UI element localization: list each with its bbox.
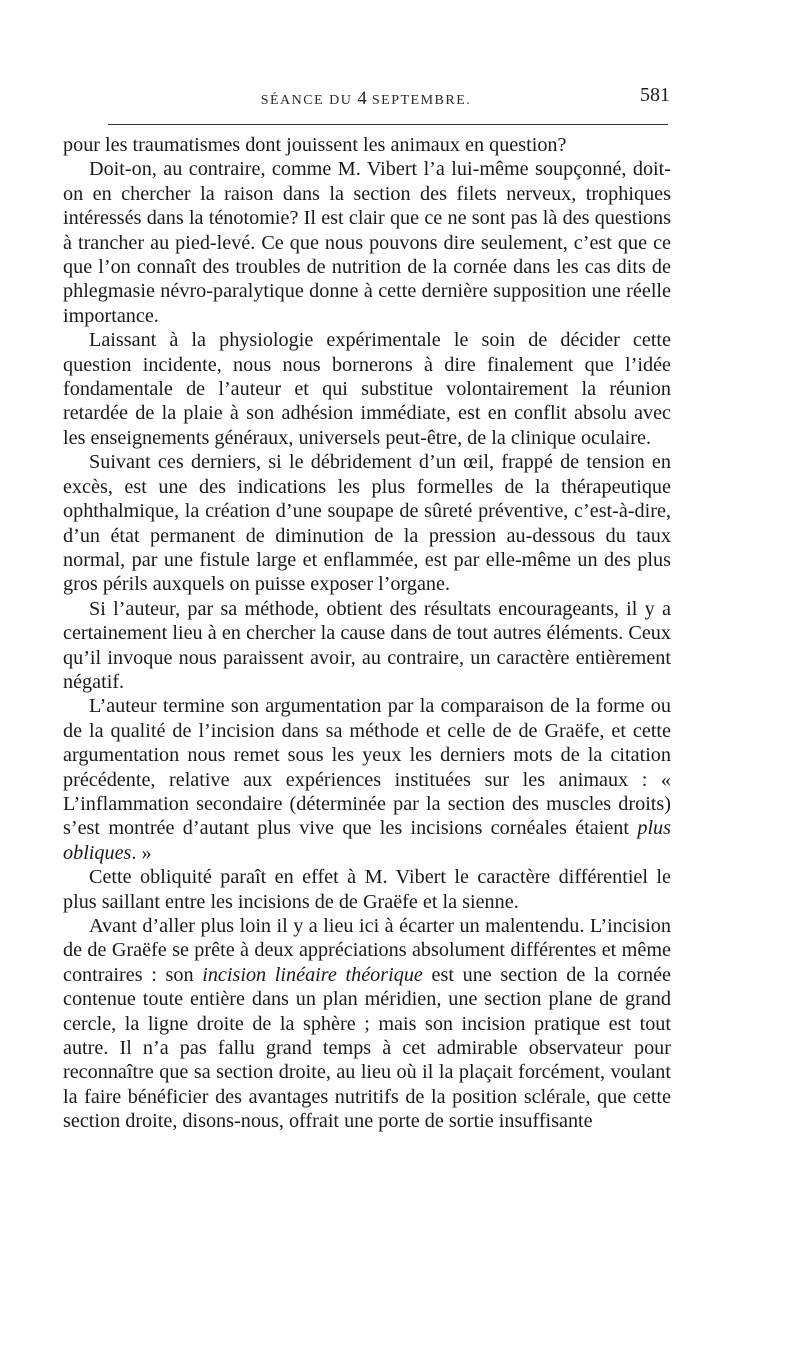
header-rule <box>108 124 668 125</box>
paragraph-1: pour les traumatismes dont jouissent les animaux en question? <box>63 134 567 156</box>
paragraph-5: Si l’auteur, par sa méthode, obtient des résultats encourageants, il y a certainement lieu à en chercher la cause dans de tout autres éléments. Ceux qu’il invoque nous paraissent avoir, au contraire, un caractère entièrement négatif. <box>63 597 671 693</box>
running-header <box>62 84 670 112</box>
page-number: 581 <box>640 84 670 106</box>
running-title-pre: SÉANCE DU <box>260 93 358 108</box>
paragraph-3: Laissant à la physiologie expérimentale le soin de décider cette question incidente, nous nous bornerons à dire finalement que l’idée fondamentale de l’auteur et qui substitue volontairement la réunion retardée de la plaie à son adhésion immédiate, est en conflit absolu avec les enseignements généraux, universels peut-être, de la clinique oculaire. <box>63 329 671 449</box>
running-title <box>62 88 670 110</box>
running-title-day: 4 <box>357 88 367 109</box>
paragraph-6-text: L’auteur termine son argumentation par la comparaison de la forme ou de la qualité de l’incision dans sa méthode et celle de de Graëfe, et cette argumentation nous remet sous les yeux les derniers mots de la citation précédente, relative aux expériences instituées sur les animaux : « L’inflammation secondaire (déterminée par la section des muscles droits) s’est montrée d’autant plus vive que les incisions cornéales étaient <box>63 695 671 840</box>
paragraph-8-italic: incision linéaire théorique <box>202 963 423 986</box>
paragraph-8-text: Avant d’aller plus loin il y a lieu ici à écarter un malentendu. L’incision de de Graëfe se prête à deux appréciations absolument différentes et même contraires : son <box>63 915 671 986</box>
body-text <box>63 133 671 1134</box>
paragraph-8-end: est une section de la cornée contenue toute entière dans un plan méridien, une section plane de grand cercle, la ligne droite de la sphère ; mais son incision pratique est tout autre. Il n’a pas fallu grand temps à cet admirable observateur pour reconnaître que sa section droite, au lieu où il la plaçait forcément, voulant la faire bénéficier des avantages nutritifs de la position sclérale, que cette section droite, disons-nous, offrait une porte de sortie insuffisante <box>63 963 671 1133</box>
running-title-post: SEPTEMBRE. <box>366 93 472 108</box>
paragraph-6-italic: plus obliques <box>63 817 671 864</box>
paragraph-2: Doit-on, au contraire, comme M. Vibert l’a lui-même soupçonné, doit-on en chercher la raison dans la section des filets nerveux, trophiques intéressés dans la ténotomie? Il est clair que ce ne sont pas là des questions à trancher au pied-levé. Ce que nous pouvons dire seulement, c’est que ce que l’on connaît des troubles de nutrition de la cornée dans les cas dits de phlegmasie névro-paralytique donne à cette dernière supposition une réelle importance. <box>63 158 671 327</box>
paragraph-4: Suivant ces derniers, si le débridement d’un œil, frappé de tension en excès, est une des indications les plus formelles de la thérapeutique ophthalmique, la création d’une soupape de sûreté préventive, c’est-à-dire, d’un état permanent de diminution de la pression au-dessous du taux normal, par une fistule large et enflammée, est par elle-même un des plus gros périls auxquels on puisse exposer l’organe. <box>63 451 671 596</box>
paragraph-6 <box>63 694 671 865</box>
paragraph-6-end: . » <box>131 841 152 864</box>
paragraph-7: Cette obliquité paraît en effet à M. Vibert le caractère différentiel le plus saillant entre les incisions de de Graëfe et la sienne. <box>63 866 671 913</box>
paragraph-8 <box>63 914 671 1134</box>
